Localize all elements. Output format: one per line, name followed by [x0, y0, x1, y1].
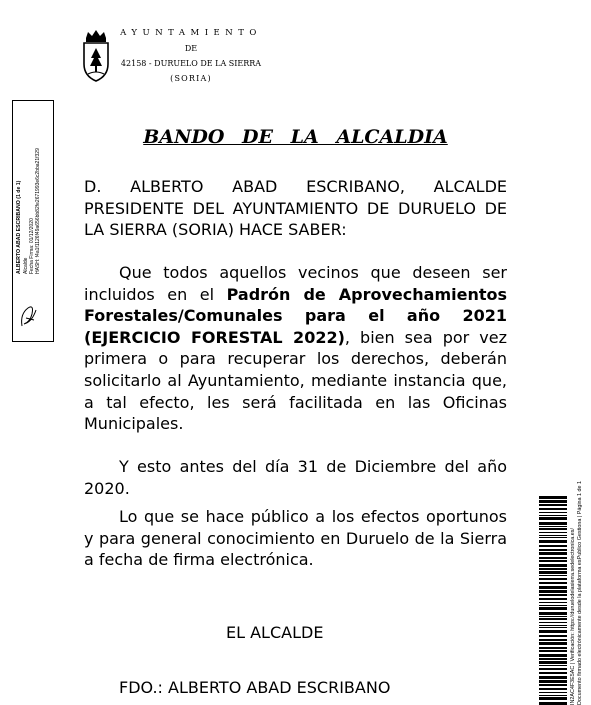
barcode-stripe	[539, 684, 567, 686]
barcode-stripe	[539, 622, 567, 623]
barcode-stripe	[539, 697, 567, 700]
stamp-role: Alcalde	[23, 257, 29, 274]
barcode-stripe	[539, 625, 567, 626]
notice-text-bold: Padrón de Aprovechamientos Forestales/Comunales para el año 2021 (EJERCICIO FORESTAL 2022)	[84, 284, 507, 347]
barcode-stripe	[539, 575, 567, 576]
barcode-stripe	[539, 598, 567, 600]
barcode-stripe	[539, 695, 567, 696]
barcode-stripe	[539, 517, 567, 520]
barcode-stripe	[539, 647, 567, 649]
barcode-stripe	[539, 508, 567, 510]
barcode-stripe	[539, 676, 567, 679]
barcode-stripe	[539, 540, 567, 543]
verification-line-1: IN2AC4F3E5AC | Verificación: https://duruelodelasierra.sedelectronica.es/	[570, 528, 576, 705]
barcode-stripe	[539, 522, 567, 525]
notice-text-end: , bien sea por vez primera o para recuperar los derechos, deberán solicitarlo al Ayuntamiento, mediante instancia que, a tal efecto, les será facilitada en las Oficinas Municipales.	[84, 327, 507, 434]
barcode-stripe	[539, 658, 567, 660]
letterhead-line-3: 42158 - DURUELO DE LA SIERRA	[120, 59, 262, 68]
barcode-stripe	[539, 560, 567, 562]
barcode-stripe	[539, 512, 567, 513]
barcode-stripe	[539, 642, 567, 645]
barcode-stripe	[539, 528, 567, 530]
municipal-letterhead	[80, 26, 280, 96]
barcode-stripe	[539, 500, 567, 503]
barcode-stripe	[539, 532, 567, 533]
barcode-stripe	[539, 552, 567, 555]
barcode-stripe	[539, 590, 567, 593]
document-title: BANDO DE LA ALCALDIA	[143, 126, 448, 148]
barcode-stripe	[539, 668, 567, 670]
notice-text-start: Que todos aquellos vecinos que deseen ser incluidos en el	[84, 263, 507, 304]
barcode-stripe	[539, 582, 567, 584]
barcode-stripe	[539, 557, 567, 559]
barcode-stripe	[539, 607, 567, 610]
handwritten-signature-icon	[18, 300, 40, 330]
barcode-stripe	[539, 586, 567, 589]
stamp-signer: ALBERTO ABAD ESCRIBANO (1 de 1)	[16, 180, 22, 274]
barcode-stripe	[539, 545, 567, 547]
intro-paragraph: D. ALBERTO ABAD ESCRIBANO, ALCALDE PRESIDENTE DEL AYUNTAMIENTO DE DURUELO DE LA SIERRA (SORIA) HACE SABER:	[84, 177, 507, 240]
letterhead-line-4: (SORIA)	[170, 74, 212, 83]
barcode-stripe	[539, 568, 567, 570]
barcode-stripe	[539, 564, 567, 567]
barcode-stripe	[539, 537, 567, 538]
barcode-stripe	[539, 654, 567, 657]
signature-name: FDO.: ALBERTO ABAD ESCRIBANO	[119, 678, 391, 697]
barcode-stripe	[539, 635, 567, 637]
signature-title: EL ALCALDE	[226, 623, 324, 642]
barcode-stripe	[539, 688, 567, 690]
barcode-stripe	[539, 612, 567, 615]
barcode-stripe	[539, 650, 567, 652]
letterhead-line-2: DE	[184, 44, 198, 53]
barcode-stripe	[539, 661, 567, 664]
barcode-stripe	[539, 616, 567, 617]
letterhead-line-1: AYUNTAMIENTO	[120, 28, 262, 38]
barcode-stripe	[539, 627, 567, 628]
barcode-stripe	[539, 630, 567, 633]
stamp-hash: HASH: f4a1f1126f49a656bb82fe2671993e6c2bba21f329	[35, 148, 41, 274]
barcode-stripe	[539, 692, 567, 693]
barcode-stripe	[539, 602, 567, 603]
barcode-stripe	[539, 496, 567, 499]
coat-of-arms-icon	[80, 30, 112, 82]
deadline-paragraph: Y esto antes del día 31 de Diciembre del año 2020.	[84, 457, 507, 498]
barcode-stripe	[539, 515, 567, 516]
closing-paragraph: Lo que se hace público a los efectos oportunos y para general conocimiento en Duruelo de la Sierra a fecha de firma electrónica.	[84, 507, 507, 570]
barcode-stripe	[539, 639, 567, 641]
barcode-stripe	[539, 526, 567, 527]
barcode-stripe	[539, 680, 567, 683]
barcode-stripe	[539, 535, 567, 536]
barcode-stripe	[539, 571, 567, 574]
barcode-stripe	[539, 504, 567, 506]
barcode-stripe	[539, 549, 567, 551]
barcode-stripe	[539, 578, 567, 580]
notice-paragraph	[84, 262, 507, 435]
verification-line-2: Documento firmado electrónicamente desde la plataforma esPublico Gestiona | Página 1 de 1	[577, 480, 583, 705]
barcode-stripe	[539, 618, 567, 620]
barcode-stripe	[539, 665, 567, 666]
stamp-date: Fecha Firma: 01/12/2020	[29, 218, 35, 274]
barcode-stripe	[539, 605, 567, 606]
barcode-stripe	[539, 594, 567, 596]
barcode-icon	[539, 494, 567, 705]
barcode-stripe	[539, 672, 567, 674]
